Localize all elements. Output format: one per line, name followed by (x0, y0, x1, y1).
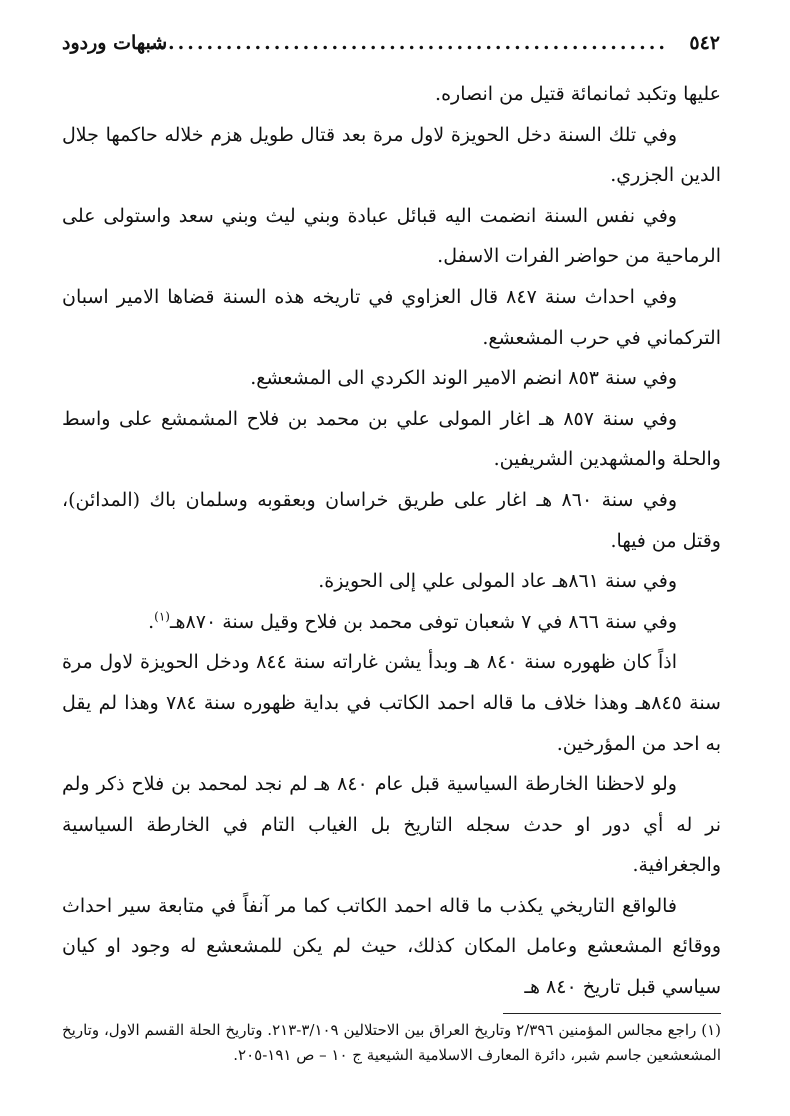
paragraph: وفي سنة ٨٦١هـ عاد المولى علي إلى الحويزة. (318, 570, 677, 593)
paragraph: وفي سنة ٨٦٠ هـ اغار على طريق خراسان وبعقوبه وسلمان باك (المدائن)، وقتل من فيها. (62, 488, 721, 552)
paragraph: وفي سنة ٨٥٣ انضم الامير الوند الكردي الى المشعشع. (250, 367, 677, 390)
paragraph: فالواقع التاريخي يكذب ما قاله احمد الكاتب كما مر آنفاً في متابعة سير احداث ووقائع المشعشع وعامل المكان كذلك، حيث لم يكن للمشعشع له وجود او كيان سياسي قبل تاريخ ٨٤٠ هـ (62, 894, 721, 999)
body-text (62, 74, 721, 1008)
paragraph: وفي نفس السنة انضمت اليه قبائل عبادة وبني ليث وبني سعد واستولى على الرماحية من حواضر الفرات الاسفل. (62, 204, 721, 268)
paragraph: وفي احداث سنة ٨٤٧ قال العزاوي في تاريخه هذه السنة قضاها الامير اسبان التركماني في حرب المشعشع. (62, 285, 721, 349)
paragraph: ولو لاحظنا الخارطة السياسية قبل عام ٨٤٠ هـ لم نجد لمحمد بن فلاح ذكر ولم نر له أي دور او حدث سجله التاريخ بل الغياب التام في الخارطة السياسية والجغرافية. (62, 773, 721, 877)
paragraph: وفي سنة ٨٥٧ هـ اغار المولى علي بن محمد بن فلاح المشمشع على واسط والحلة والمشهدين الشريفين. (62, 407, 721, 471)
paragraph: عليها وتكبد ثمانمائة قتيل من انصاره. (435, 83, 721, 105)
paragraph-with-footnote (62, 602, 721, 643)
footnote-marker: (١) (154, 609, 170, 624)
page-header (62, 28, 720, 62)
paragraph: اذاً كان ظهوره سنة ٨٤٠ هـ وبدأ يشن غاراته سنة ٨٤٤ ودخل الحويزة لاول مرة سنة ٨٤٥هـ وهذا خلاف ما قاله احمد الكاتب في بداية ظهوره سنة ٧٨٤ وهذا لم يقل به احد من المؤرخين. (62, 651, 721, 755)
paragraph: وفي تلك السنة دخل الحويزة لاول مرة بعد قتال طويل هزم خلاله حاكمها جلال الدين الجزري. (62, 123, 721, 187)
paragraph-period: . (148, 610, 155, 633)
paragraph-text: وفي سنة ٨٦٦ في ٧ شعبان توفى محمد بن فلاح وقيل سنة ٨٧٠هـ (169, 610, 677, 633)
header-leader-dots: ...................................................... (148, 32, 668, 54)
footnote: (١) راجع مجالس المؤمنين ٢/٣٩٦ وتاريخ العراق بين الاحتلالين ٣/١٠٩-٢١٣. وتاريخ الحلة القسم الاول، وتاريخ المشعشعين جاسم شبر، دائرة المعارف الاسلامية الشيعية ج ١٠ – ص ١٩١-٢٠٥. (62, 1021, 721, 1064)
footnote-separator (503, 1013, 721, 1014)
footnotes (62, 1018, 721, 1068)
page-number: ٥٤٢ (689, 32, 720, 54)
running-title: شبهات وردود (62, 32, 168, 54)
